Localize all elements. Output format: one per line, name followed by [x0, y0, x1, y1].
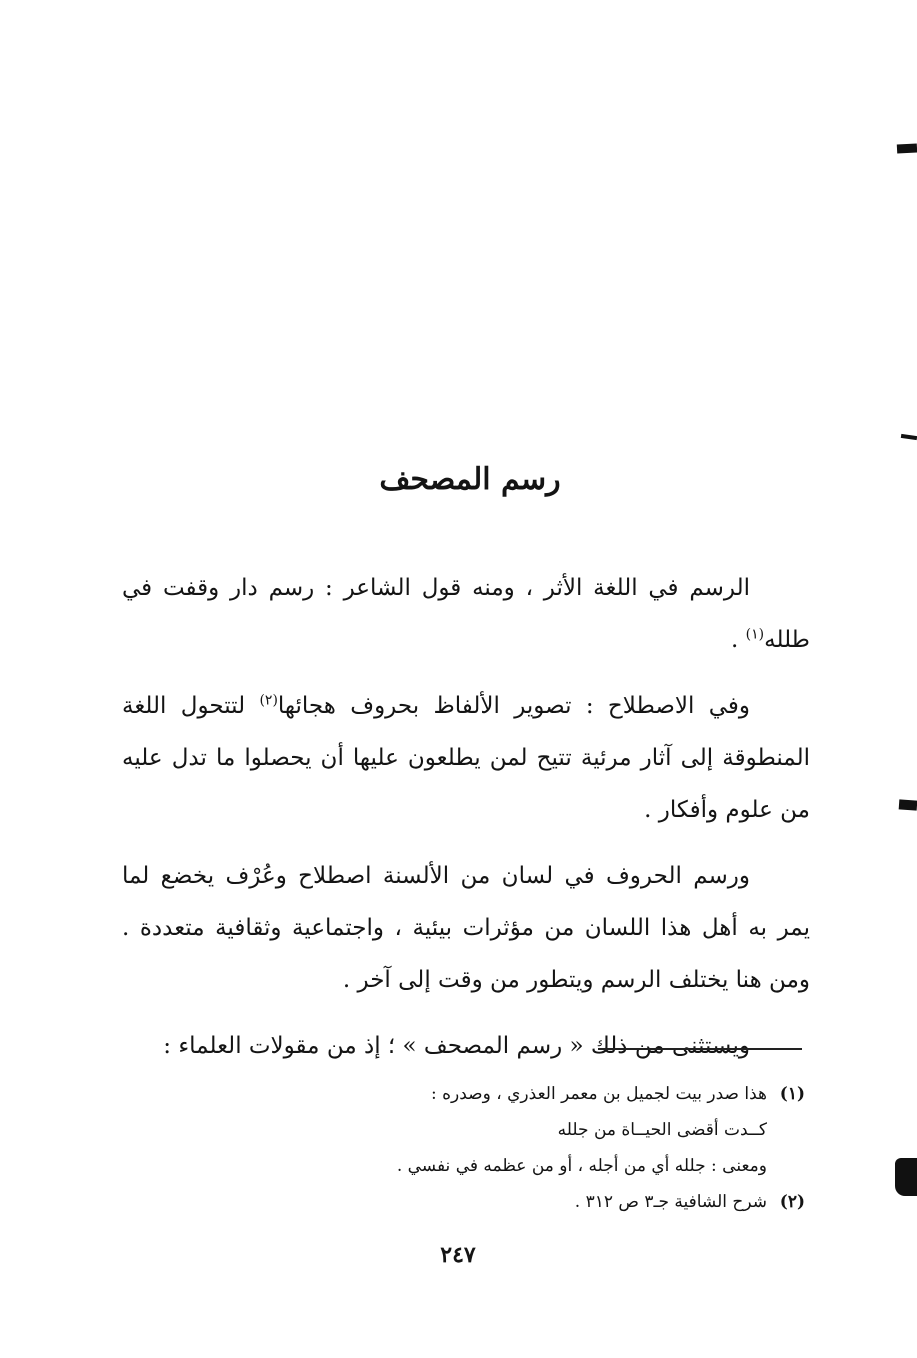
paragraph-1-tail: . [731, 627, 746, 653]
footnote-2-number: (٢) [779, 1192, 805, 1212]
footnote-ref-2[interactable]: (٢) [259, 692, 278, 709]
paragraph-3-text: ورسم الحروف في لسان من الألسنة اصطلاح وعُرْف يخضع لما يمر به أهل هذا اللسان من مؤثرات بيئية ، واجتماعية وثقافية متعددة . ومن هنا يختلف الرسم ويتطور من وقت إلى آخر . [122, 863, 810, 993]
footnote-1-text: هذا صدر بيت لجميل بن معمر العذري ، وصدره : [431, 1084, 767, 1104]
paragraph-2-tail: لتتحول اللغة المنطوقة إلى آثار مرئية تتيح لمن يطلعون عليها أن يحصلوا ما تدل عليه من علوم وأفكار . [122, 693, 810, 823]
footnotes [300, 1076, 805, 1220]
paragraph-2 [122, 680, 810, 836]
paragraph-4 [122, 1020, 810, 1072]
scan-edge-mark [901, 434, 917, 440]
chapter-title: رسم المصحف [379, 462, 561, 497]
paragraph-4-text: ويستثنى من ذلك « رسم المصحف » ؛ إذ من مقولات العلماء : [163, 1033, 750, 1059]
footnote-2-text: شرح الشافية جـ٣ ص ٣١٢ . [574, 1192, 767, 1212]
scan-edge-mark [897, 143, 917, 153]
footnote-separator [598, 1048, 802, 1050]
paragraph-3 [122, 850, 810, 1006]
footnote-1-explanation: ومعنى : جلله أي من أجله ، أو من عظمه في نفسي . [396, 1156, 767, 1176]
footnote-1-verse: كــدت أقضى الحيــاة من جلله [557, 1120, 767, 1140]
footnote-2 [300, 1184, 805, 1220]
footnote-ref-1[interactable]: (١) [745, 626, 765, 643]
scan-edge-mark [899, 799, 917, 810]
main-text [122, 562, 810, 1086]
paragraph-1 [122, 562, 810, 666]
page-number: ٢٤٧ [440, 1242, 476, 1268]
footnote-1-number: (١) [779, 1084, 805, 1104]
paragraph-2-text: وفي الاصطلاح : تصوير الألفاظ بحروف هجائها [277, 693, 751, 719]
footnote-1 [300, 1076, 805, 1112]
paragraph-1-text: الرسم في اللغة الأثر ، ومنه قول الشاعر : رسم دار وقفت في طلله [122, 575, 810, 653]
scan-edge-mark [895, 1158, 917, 1196]
